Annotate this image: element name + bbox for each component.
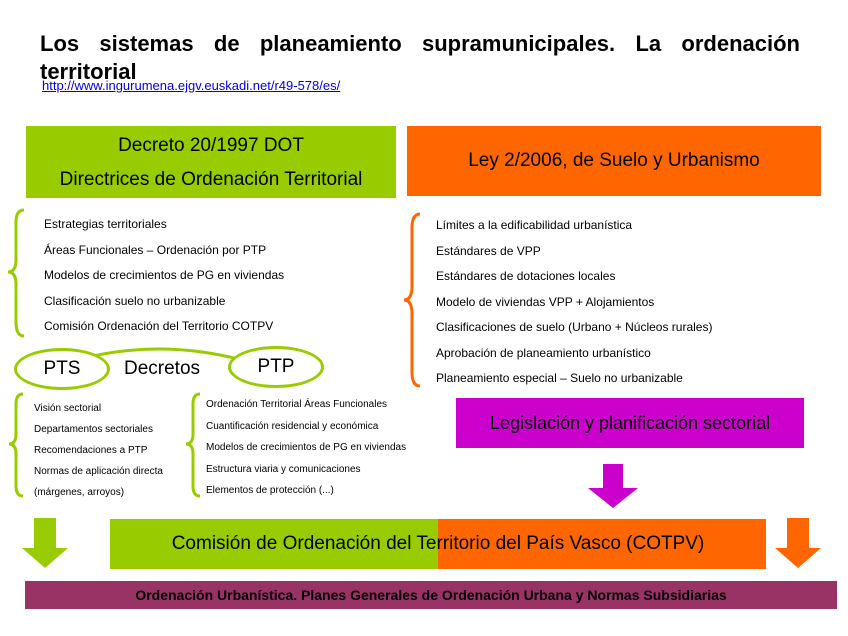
- cotpv-box: [110, 519, 766, 569]
- list-item: Modelos de crecimientos de PG en viviendas: [44, 268, 285, 282]
- list-item: Recomendaciones a PTP: [34, 445, 148, 456]
- list-item: Aprobación de planeamiento urbanístico: [436, 345, 651, 360]
- ley-box-label: Ley 2/2006, de Suelo y Urbanismo: [468, 150, 760, 171]
- list-item: Visión sectorial: [34, 403, 102, 414]
- list-item: Áreas Funcionales – Ordenación por PTP: [44, 242, 267, 257]
- source-link[interactable]: http://www.ingurumena.ejgv.euskadi.net/r49-578/es/: [42, 78, 341, 93]
- list-item: Departamentos sectoriales: [34, 424, 153, 435]
- list-item: Clasificaciones de suelo (Urbano + Núcleos rurales): [436, 320, 713, 334]
- ptp-items-list: [206, 394, 406, 502]
- purple-down-arrow: [588, 464, 638, 508]
- dot-list-brace: [8, 210, 24, 336]
- cotpv-box-label: Comisión de Ordenación del Territorio del País Vasco (COTPV): [171, 533, 705, 554]
- dot-box-line1: Decreto 20/1997 DOT: [118, 135, 304, 156]
- bottom-bar: [25, 581, 837, 609]
- list-item: Estándares de dotaciones locales: [436, 269, 616, 283]
- list-item: Estrategias territoriales: [44, 217, 167, 231]
- list-item: Modelo de viviendas VPP + Alojamientos: [436, 294, 655, 309]
- list-item: Cuantificación residencial y económica: [206, 420, 379, 432]
- list-item: Comisión Ordenación del Territorio COTPV: [44, 319, 274, 333]
- orange-down-arrow: [775, 518, 821, 568]
- list-item: Planeamiento especial – Suelo no urbanizable: [436, 371, 683, 385]
- decretos-label: Decretos: [124, 358, 201, 379]
- list-item: Clasificación suelo no urbanizable: [44, 293, 226, 308]
- list-item: Límites a la edificabilidad urbanística: [436, 218, 633, 232]
- pts-label: PTS: [43, 358, 81, 379]
- list-item: (márgenes, arroyos): [34, 487, 125, 498]
- sectorial-box-label: Legislación y planificación sectorial: [489, 412, 771, 433]
- list-item: Elementos de protección (...): [206, 485, 334, 496]
- ptp-list-brace: [186, 394, 200, 496]
- green-down-arrow: [22, 518, 68, 568]
- sectorial-box: [456, 398, 804, 448]
- list-item: Normas de aplicación directa: [34, 466, 163, 477]
- dot-box-line2: Directrices de Ordenación Territorial: [59, 169, 363, 190]
- pts-list-brace: [9, 394, 23, 496]
- list-item: Modelos de crecimientos de PG en viviendas: [206, 442, 407, 453]
- bottom-bar-label: Ordenación Urbanística. Planes Generales de Ordenación Urbana y Normas Subsidiarias: [135, 587, 727, 603]
- page-title: Los sistemas de planeamiento supramunicipales. La ordenación territorial: [40, 31, 800, 84]
- dot-items-list: [44, 212, 284, 340]
- pts-oval: [14, 348, 110, 390]
- ptp-label: PTP: [257, 356, 295, 377]
- pts-items-list: [34, 398, 163, 503]
- list-item: Estándares de VPP: [436, 243, 541, 258]
- list-item: Ordenación Territorial Áreas Funcionales: [206, 399, 388, 410]
- ley-list-brace: [404, 214, 420, 386]
- ley-items-list: [436, 213, 712, 392]
- ptp-oval: [228, 346, 324, 388]
- list-item: Estructura viaria y comunicaciones: [206, 463, 361, 475]
